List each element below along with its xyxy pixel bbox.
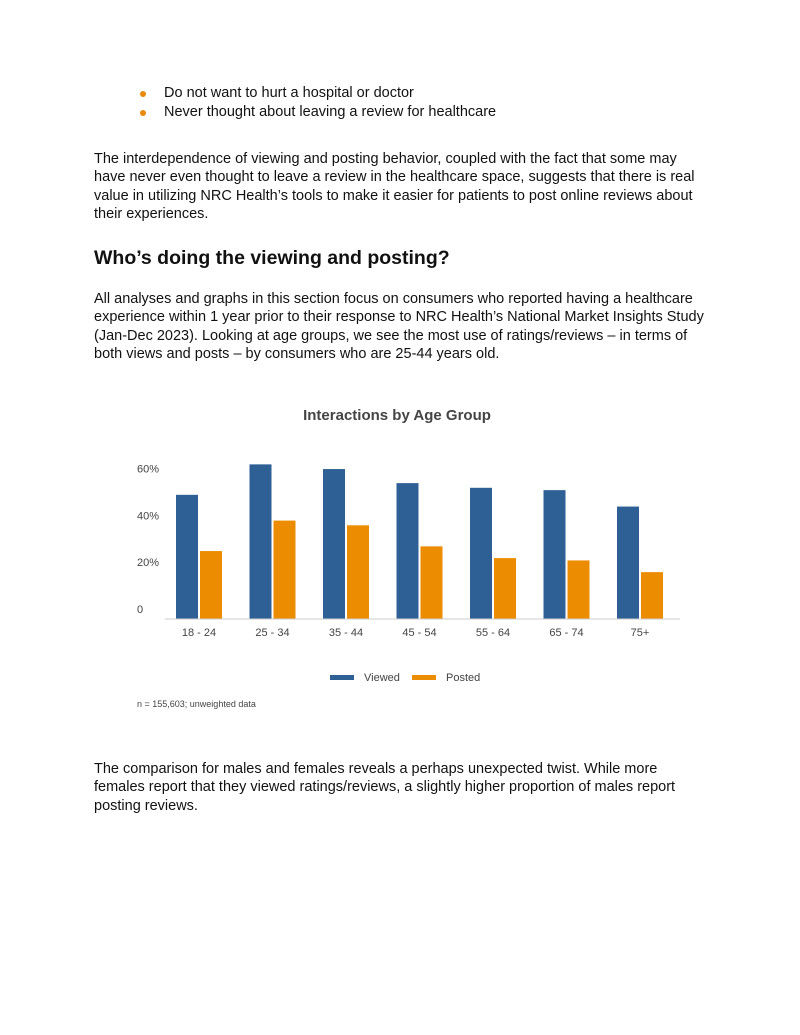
bar-viewed-2 <box>323 469 345 619</box>
bar-posted-3 <box>421 546 443 619</box>
bar-posted-4 <box>494 558 516 619</box>
x-tick-label: 75+ <box>630 627 650 639</box>
legend-swatch-viewed <box>330 675 354 680</box>
x-tick-label: 35 - 44 <box>328 627 364 639</box>
bullet-item <box>138 84 496 103</box>
bars <box>176 464 663 619</box>
x-tick-label: 45 - 54 <box>402 627 437 639</box>
y-axis <box>137 463 159 616</box>
bar-viewed-4 <box>470 488 492 619</box>
section-heading: Who’s doing the viewing and posting? <box>94 247 450 269</box>
x-tick-label: 55 - 64 <box>475 627 511 639</box>
paragraph-interdependence: The interdependence of viewing and posting behavior, coupled with the fact that some may have never even thought to leave a review in the healthcare space, suggests that there is real value in utilizing NRC Health’s tools to make it easier for patients to post online reviews about their experiences. <box>94 151 695 223</box>
bar-viewed-0 <box>176 495 198 619</box>
bullet-text: Do not want to hurt a hospital or doctor <box>164 85 414 101</box>
bar-viewed-5 <box>544 490 566 619</box>
x-axis <box>182 627 649 639</box>
y-tick-label: 60% <box>137 463 160 476</box>
bar-posted-0 <box>200 551 222 619</box>
bullet-list <box>138 84 496 122</box>
paragraph-analyses: All analyses and graphs in this section focus on consumers who reported having a healthcare experience within 1 year prior to their response to NRC Health’s National Market Insights Study (Jan-Dec 2023). Looking at age groups, we see the most use of ratings/reviews – in terms of both views and posts – by consumers who are 25-44 years old. <box>94 291 704 363</box>
age-group-chart <box>110 395 700 715</box>
bullet-dot-icon <box>140 91 146 97</box>
y-tick-label: 0 <box>137 604 144 616</box>
bar-posted-5 <box>568 560 590 619</box>
bar-viewed-6 <box>617 507 639 619</box>
y-tick-label: 40% <box>137 510 160 523</box>
bar-viewed-3 <box>397 483 419 619</box>
chart-note: n = 155,603; unweighted data <box>137 699 256 709</box>
bar-viewed-1 <box>250 464 272 619</box>
legend-swatch-posted <box>412 675 436 680</box>
x-tick-label: 65 - 74 <box>549 627 584 639</box>
legend-label-viewed: Viewed <box>364 672 400 684</box>
bar-posted-1 <box>274 521 296 619</box>
chart-title: Interactions by Age Group <box>303 407 491 424</box>
x-tick-label: 25 - 34 <box>255 627 290 639</box>
x-tick-label: 18 - 24 <box>181 627 217 639</box>
bar-posted-6 <box>641 572 663 619</box>
y-tick-label: 20% <box>137 557 160 570</box>
bar-posted-2 <box>347 525 369 619</box>
paragraph-comparison: The comparison for males and females reveals a perhaps unexpected twist. While more females report that they viewed ratings/reviews, a slightly higher proportion of males report posting reviews. <box>94 761 676 814</box>
bullet-item <box>138 103 496 122</box>
legend-label-posted: Posted <box>446 672 481 684</box>
bullet-text: Never thought about leaving a review for healthcare <box>164 104 497 120</box>
bullet-dot-icon <box>140 110 146 116</box>
chart-legend <box>330 672 480 684</box>
